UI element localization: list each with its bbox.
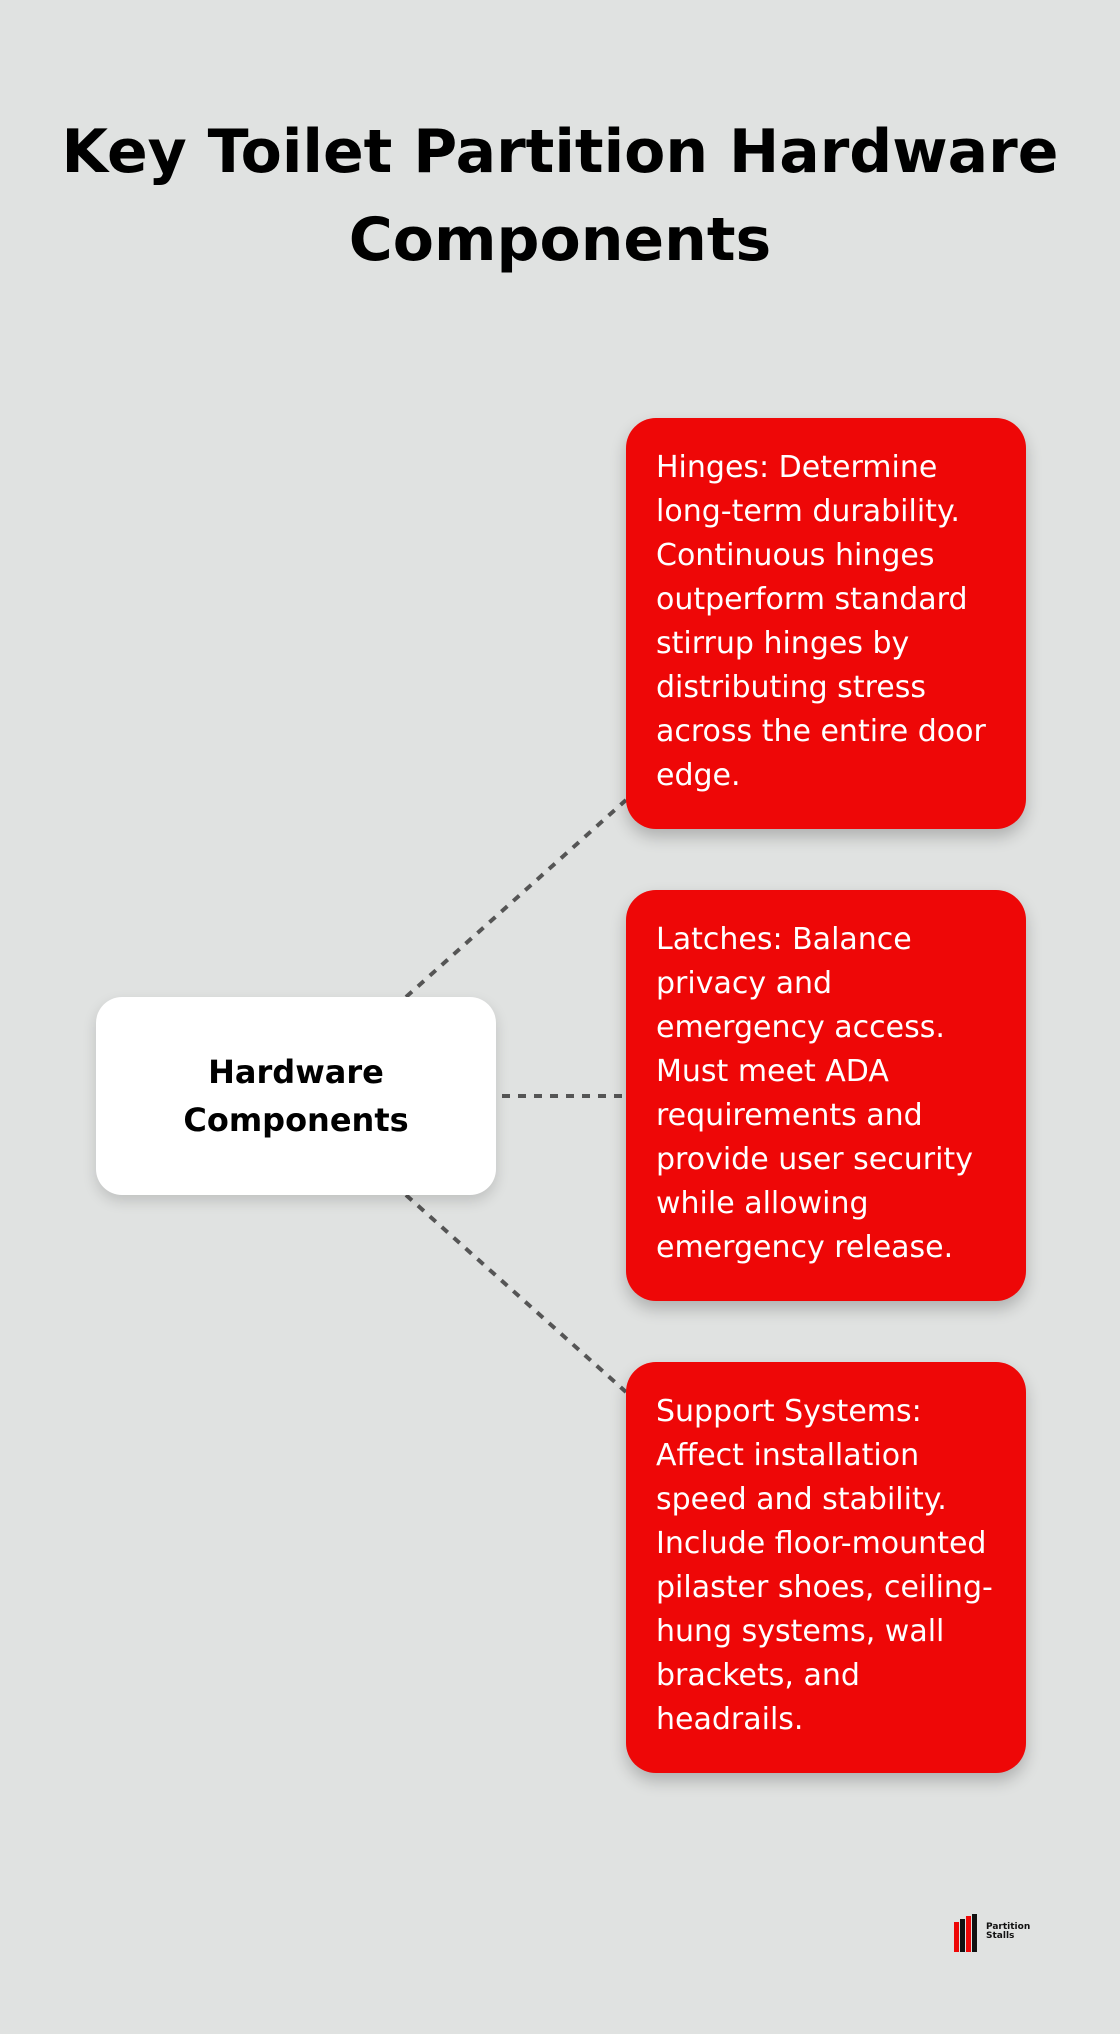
logo-text: Partition Stalls	[986, 1922, 1031, 1941]
center-node-hardware-components	[96, 997, 496, 1195]
card-hinges	[626, 418, 1026, 829]
card-support-systems-text: Support Systems: Affect installation speed and stability. Include floor-mounted pilaster shoes, ceiling-hung systems, wall brackets, and headrails.	[656, 1394, 993, 1737]
center-node-label: Hardware Components	[183, 1053, 409, 1139]
card-latches	[626, 890, 1026, 1301]
card-hinges-text: Hinges: Determine long-term durability. Continuous hinges outperform standard stirrup hinges by distributing stress across the entire door edge.	[656, 450, 986, 793]
brand-logo	[954, 1914, 1030, 1954]
page-title: Key Toilet Partition Hardware Components	[61, 117, 1059, 275]
connector-hinges	[406, 800, 626, 997]
logo-mark-icon	[954, 1914, 984, 1954]
connector-support	[406, 1195, 626, 1392]
card-latches-text: Latches: Balance privacy and emergency access. Must meet ADA requirements and provide user security while allowing emergency release.	[656, 922, 973, 1265]
card-support-systems	[626, 1362, 1026, 1773]
